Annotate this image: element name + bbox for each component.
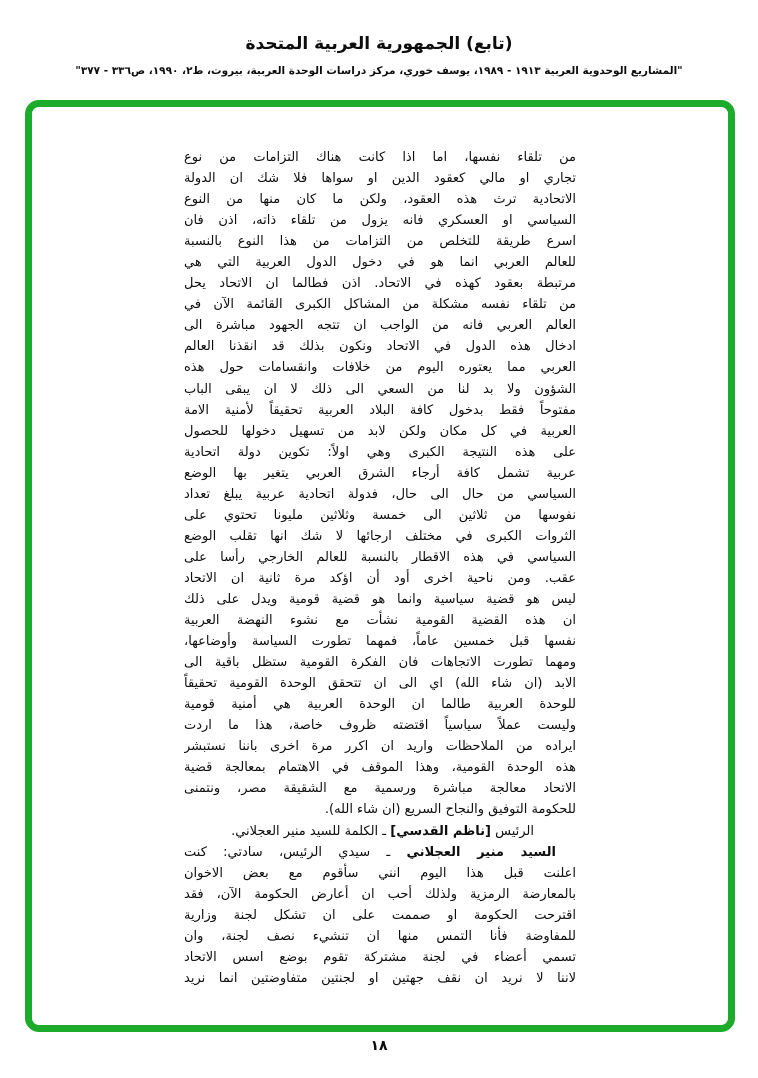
speaker-name: [ناظم القدسي] [390,823,491,839]
text-segment: للعالم العربي انما هو في دخول الدول العربية التي هي [184,255,576,271]
text-segment: عربية تشمل كافة أرجاء الشرق العربي يتغير بها الوضع [184,465,576,481]
text-segment: اسرع طريقة للتخلص من التزامات من هذا النوع بالنسبة [184,234,576,250]
text-segment: لاننا لا نريد ان نقف جهتين او لجنتين متفاوضتين انما نريد [184,970,576,986]
text-segment: السياسي من حال الى حال، فدولة اتحادية عربية يبلغ تعداد [184,486,576,502]
text-segment: ـ الكلمة للسيد منير العجلاني. [231,823,391,839]
text-line [184,863,576,884]
text-line [184,547,576,568]
text-line [184,947,576,968]
text-segment: السياسي في هذه الاقطار بالنسبة للعالم الخارجي رأسا على [184,549,576,565]
text-line [184,905,576,926]
text-segment: الشؤون ولا بد لنا من السعي الى ذلك لا ان يبقى الباب [184,381,576,397]
text-line [184,273,576,294]
text-segment: تسمي أعضاء في لجنة مشتركة تقوم بوضع اسس الاتحاد [184,949,576,965]
text-segment: مرتبطة بعقود كهذه في الاتحاد. اذن فطالما ان الاتحاد يحل [184,276,576,292]
text-segment: بالمعارضة الرمزية ولذلك أحب ان أعارض الحكومة الآن، فقد [184,886,576,902]
text-line [184,926,576,947]
text-line [184,589,576,610]
text-line [184,168,576,189]
text-segment: من تلقاء نفسها، اما اذا كانت هناك التزامات من نوع [184,150,576,165]
text-segment: ايراده من الملاحظات واريد ان اكرر مرة اخرى باننا نستبشر [184,739,576,755]
text-line [184,189,576,210]
text-segment: للمفاوضة فأنا التمس منها ان تنشيء نصف لجنة، وان [184,928,576,944]
body-text [184,147,576,989]
text-segment: الاتحاد معالجة مباشرة ورسمية مع الشقيقة مصر، ونتمنى [184,781,576,797]
text-segment: نفسها قبل خمسين عاماً، فمهما تطورت السياسة وأوضاعها، [184,634,576,650]
text-segment: الرئيس [491,823,534,839]
text-line [184,210,576,231]
text-segment: نفوسها من ثلاثين الى خمسة وثلاثين مليونا تحتوي على [184,507,576,523]
text-line [184,799,576,820]
page-title: (تابع) الجمهورية العربية المتحدة [245,34,513,54]
citation-line: "المشاريع الوحدوية العربية ١٩١٣ - ١٩٨٩، يوسف خوري، مركز دراسات الوحدة العربية، بيروت، ط٢، ١٩٩٠، ص٣٣٦ - ٣٧٧" [75,65,683,77]
text-segment: اقترحت الحكومة او صممت على ان تشكل لجنة وزارية [184,907,576,923]
text-line [184,400,576,421]
text-segment: من تلقاء نفسه مشكلة من المشاكل الكبرى القائمة الآن في [184,297,576,313]
text-line [184,526,576,547]
text-segment: على هذه النتيجة الكبرى وهي اولاً: تكوين دولة اتحادية [184,444,576,460]
text-segment: ومهما تطورت الاتجاهات فان الفكرة القومية ستظل باقية الى [184,655,576,671]
text-line [184,252,576,273]
text-segment: للحكومة التوفيق والنجاح السريع (ان شاء الله). [324,802,576,818]
text-line [184,631,576,652]
text-segment: الثروات الكبرى في مختلف ارجائها لا شك انها تقلب الوضع [184,528,576,544]
text-line [184,357,576,378]
text-line [184,442,576,463]
text-segment: عقب. ومن ناحية اخرى أود أن اؤكد مرة ثانية ان الاتحاد [184,570,576,586]
text-line [184,673,576,694]
text-line [184,610,576,631]
text-segment: العربية في كل مكان ولكن لابد من تسهيل دخولها للحصول [184,423,576,439]
text-line [184,505,576,526]
text-line [184,652,576,673]
text-segment: العربي مما يعتوره اليوم من خلافات وانقسامات حول هذه [184,360,576,376]
text-segment: الاتحادية ترث هذه العقود، ولكن ما كان منها من النوع [184,192,576,208]
text-line [184,736,576,757]
text-segment: ادخال هذه الدول في الاتحاد ونكون بذلك قد انقذنا العالم [184,339,576,355]
speaker-name: السيد منير العجلاني [406,844,556,860]
page-header [0,0,758,77]
text-segment: وليست عملاً سياسياً اقتضته ظروف خاصة، هذا ما اردت [184,718,576,734]
text-line [184,294,576,315]
text-line [184,379,576,400]
text-segment: مفتوحاً فقط بدخول كافة البلاد العربية تحقيقاً لأمنية الامة [184,402,576,418]
text-line [184,842,576,863]
text-line [184,757,576,778]
text-segment: ـ سيدي الرئيس، سادتي: كنت [184,844,407,860]
text-segment: السياسي او العسكري فانه يزول من تلقاء ذاته، اذن فان [184,213,576,229]
text-line [184,147,576,168]
text-segment: العالم العربي فانه من الواجب ان تتجه الجهود مباشرة الى [184,318,576,334]
text-line [184,821,576,842]
text-segment: تجاري او مالي كعقود الدين او سواها فلا شك ان الدولة [184,171,576,187]
text-segment: اعلنت قبل هذا اليوم انني سأقوم مع بعض الاخوان [184,865,576,881]
green-border-frame [25,100,735,1032]
text-line [184,315,576,336]
text-line [184,968,576,989]
text-segment: هذه الوحدة القومية، وهذا الموقف في الاهتمام بمعالجة قضية [184,760,576,776]
text-line [184,715,576,736]
text-line [184,231,576,252]
text-segment: الابد (ان شاء الله) اي الى ان تتحقق الوحدة القومية تحقيقاً [184,676,576,692]
text-segment: للوحدة العربية طالما ان الوحدة العربية هي أمنية قومية [184,697,576,713]
text-line [184,336,576,357]
text-line [184,694,576,715]
text-line [184,568,576,589]
text-line [184,778,576,799]
text-segment: ليس هو قضية سياسية وانما هو قضية قومية ويدل على ذلك [184,591,576,607]
text-line [184,484,576,505]
text-segment: ان هذه القضية القومية نشأت مع نشوء النهضة العربية [184,613,576,629]
text-line [184,463,576,484]
text-line [184,884,576,905]
text-line [184,421,576,442]
page-number: ١٨ [370,1038,388,1054]
